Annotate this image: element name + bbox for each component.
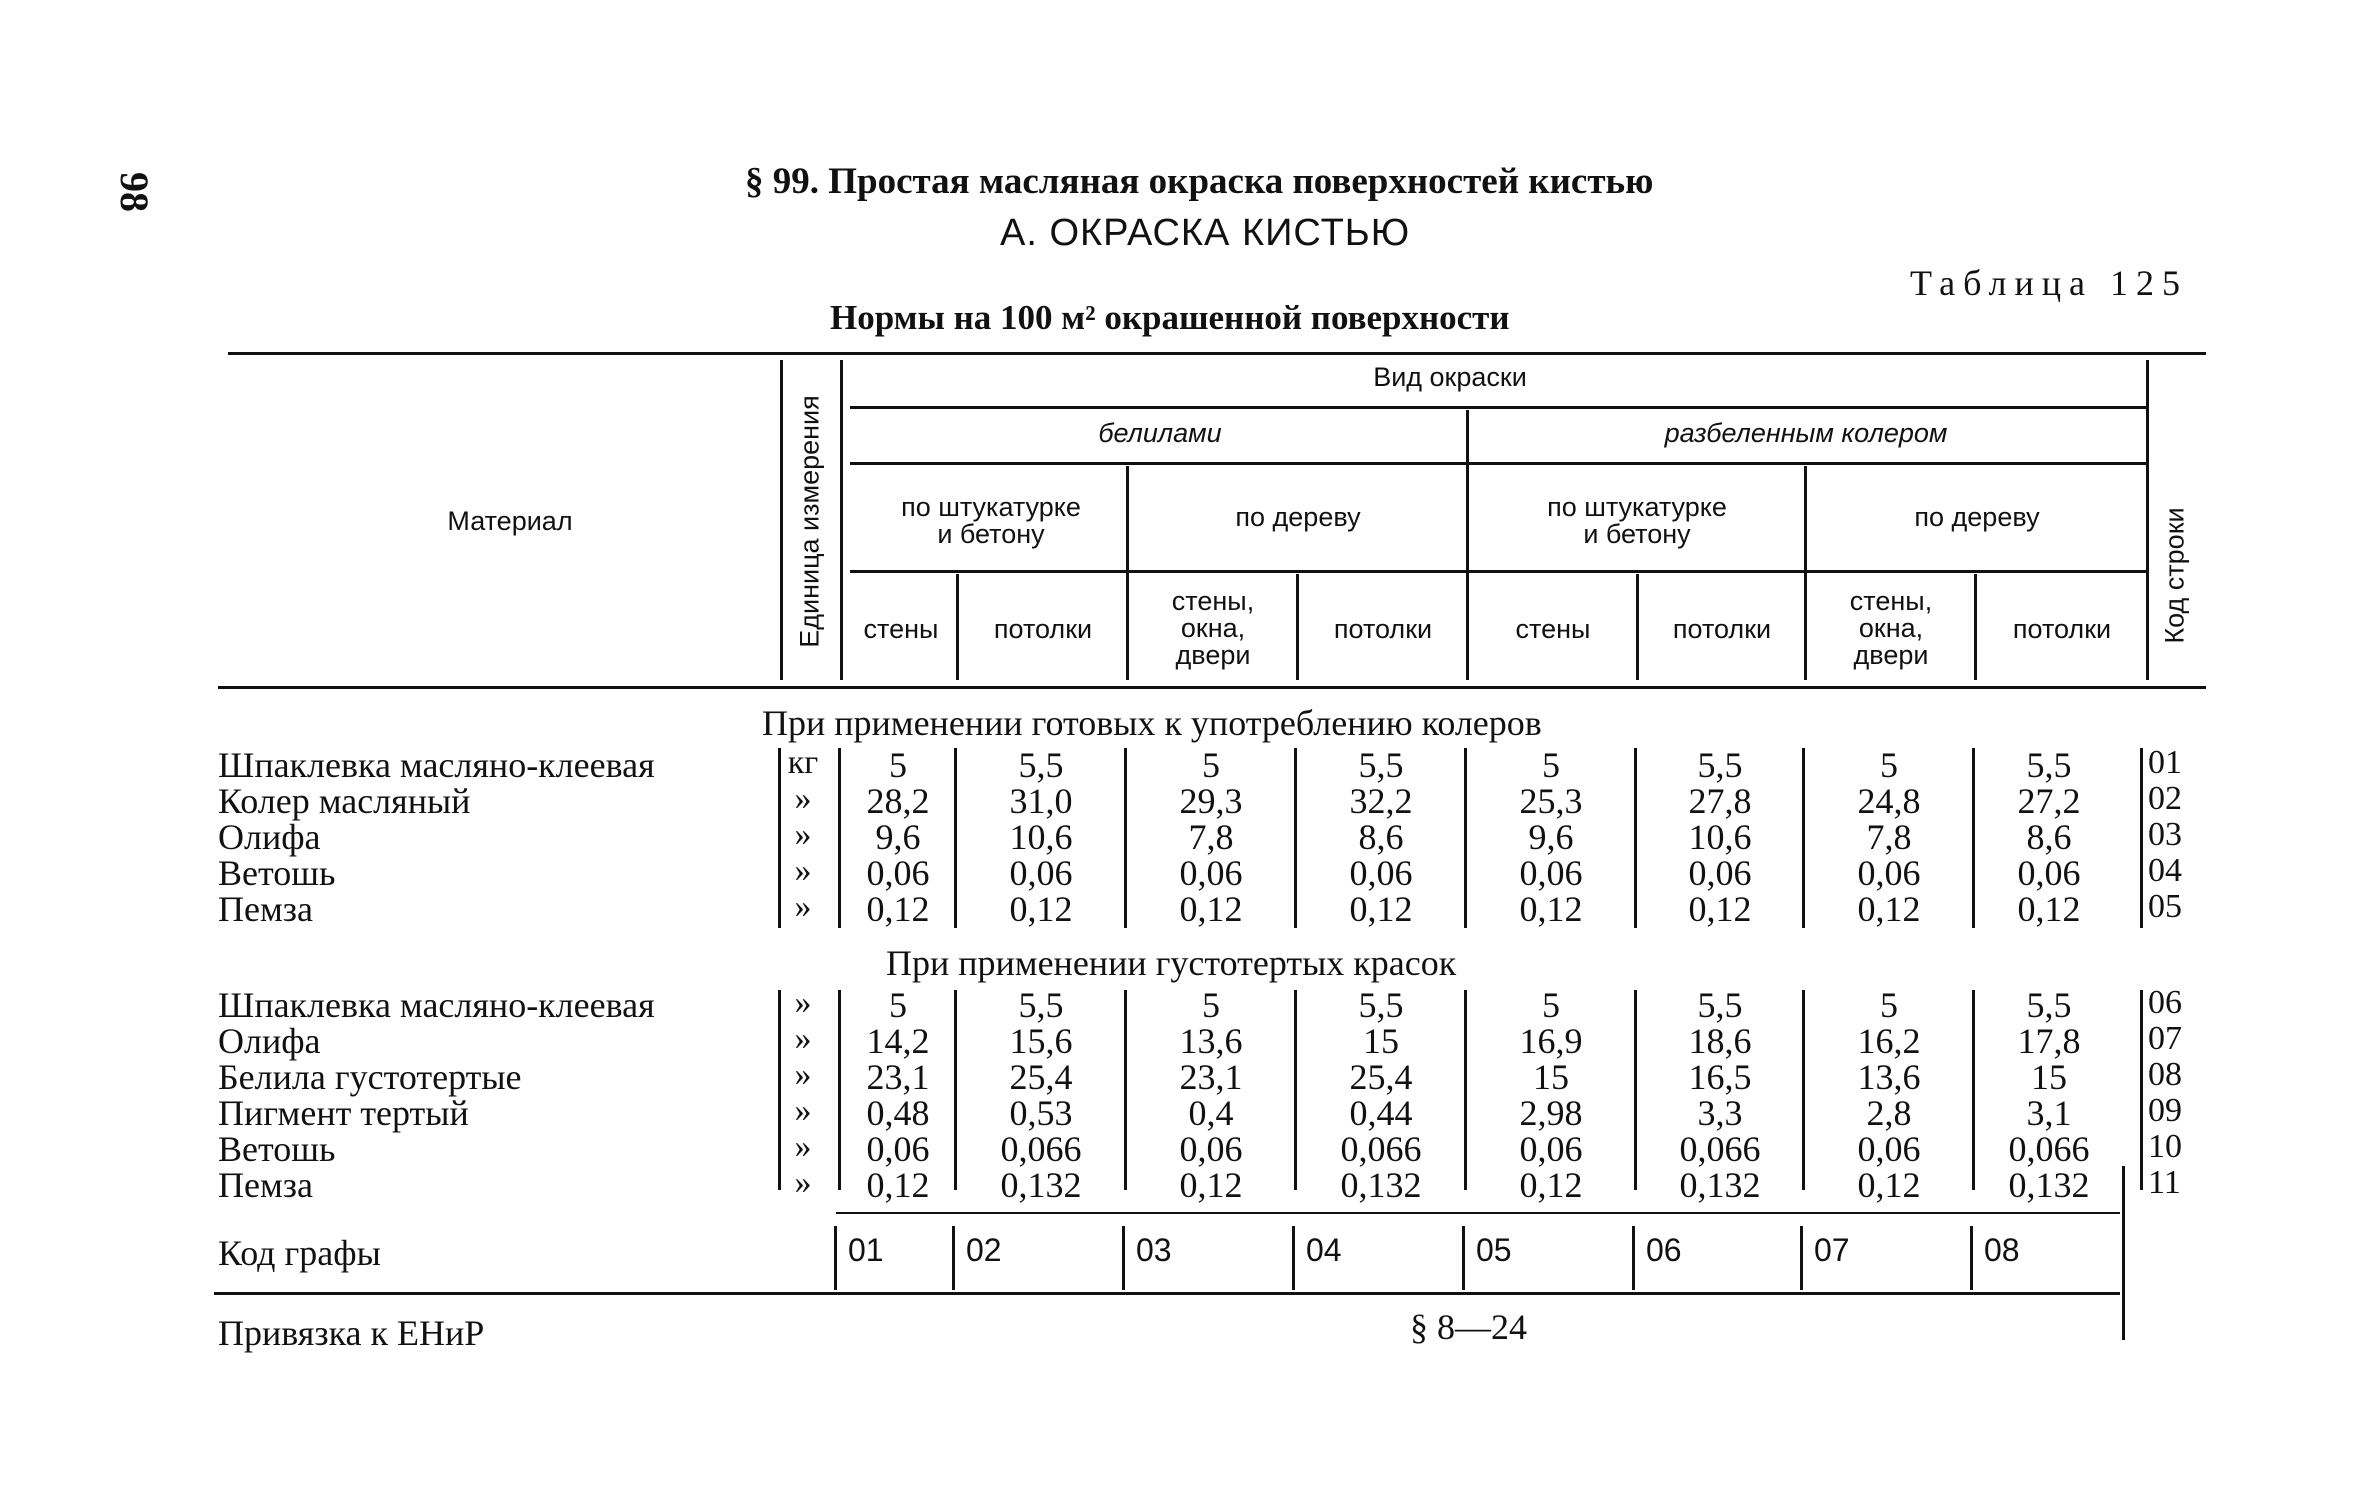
table-cell: 0,06 [866,1129,930,1169]
header-po-derevu-2: по дереву [1914,502,2040,532]
footer-vline-col [1292,1226,1295,1290]
table-cell: 23,1 [866,1057,930,1097]
row-code: 05 [2148,888,2182,925]
table-cell: 0,53 [1009,1093,1073,1133]
row-code: 11 [2148,1164,2181,1201]
footer-vline-col [1462,1226,1465,1290]
column-code: 03 [1136,1232,1172,1268]
header-vline-unit-right [840,360,843,680]
table-cell: 7,8 [1866,817,1912,857]
row-code: 08 [2148,1056,2182,1093]
table-cell: 0,066 [2008,1129,2090,1169]
column-code: 06 [1646,1232,1682,1268]
material-name: Пемза [218,889,313,929]
table-cell: 0,12 [866,889,930,929]
column-code: 07 [1814,1232,1850,1268]
table-cell: 5,5 [2026,985,2072,1025]
row-code: 09 [2148,1092,2182,1129]
body-vline-code-1 [2140,748,2143,928]
table-cell: 5,5 [1018,745,1064,785]
table-cell: 3,1 [2026,1093,2072,1133]
table-cell: 3,3 [1697,1093,1743,1133]
section1-title: При применении готовых к употреблению колеров [762,703,1542,743]
table-cell: 5 [889,745,907,785]
table-cell: 0,06 [1857,1129,1921,1169]
header-vline-code [2146,360,2149,680]
table-cell: 0,06 [1857,853,1921,893]
table-cell: 0,12 [2017,889,2081,929]
table-cell: 15,6 [1009,1021,1073,1061]
table-caption: Нормы на 100 м² окрашенной поверхности [830,298,1510,337]
unit-cell: » [794,1128,812,1165]
kod-grafy-label: Код графы [218,1233,381,1273]
table-cell: 24,8 [1857,781,1921,821]
table-cell: 0,12 [1179,1165,1243,1205]
enir-reference: § 8—24 [1410,1307,1527,1347]
table-cell: 8,6 [1358,817,1404,857]
table-cell: 16,2 [1857,1021,1921,1061]
page-number: 98 [112,172,157,212]
section-title: § 99. Простая масляная окраска поверхностей кистью [745,161,1654,202]
header-bottom-rule [218,686,2206,689]
table-cell: 0,06 [1519,853,1583,893]
footer-vline-col [1800,1226,1803,1290]
table-cell: 0,48 [866,1093,930,1133]
header-razbelennym: разбеленным колером [1664,418,1948,448]
material-name: Пемза [218,1165,313,1205]
header-potolki-2: потолки [1333,614,1433,644]
footer-vline-col [834,1226,837,1290]
subsection-title: А. ОКРАСКА КИСТЬЮ [1000,212,1411,254]
kod-grafy-rule-bottom [214,1292,2120,1295]
table-cell: 0,12 [1519,889,1583,929]
header-vline-c2 [956,574,959,680]
table-top-rule [228,352,2206,355]
table-cell: 9,6 [1528,817,1574,857]
material-name: Колер масляный [218,781,471,821]
table-cell: 0,06 [1349,853,1413,893]
table-cell: 0,06 [2017,853,2081,893]
table-cell: 0,12 [1857,1165,1921,1205]
header-po-shtukaturke-1: по штукатурке и бетону [901,492,1081,549]
table-cell: 16,9 [1519,1021,1583,1061]
table-cell: 32,2 [1349,781,1413,821]
material-name: Олифа [218,817,321,857]
section2-title: При применении густотертых красок [886,943,1457,983]
table-cell: 5 [1202,745,1220,785]
material-name: Ветошь [218,1129,336,1169]
table-cell: 0,12 [1349,889,1413,929]
table-cell: 0,132 [1340,1165,1422,1205]
unit-cell: » [794,984,812,1021]
column-code: 08 [1984,1232,2020,1268]
table-cell: 13,6 [1179,1021,1243,1061]
table-cell: 29,3 [1179,781,1243,821]
header-material: Материал [447,506,573,536]
table-cell: 18,6 [1688,1021,1752,1061]
header-vline-c7 [1804,466,1807,680]
footer-vline-col [952,1226,955,1290]
table-cell: 27,8 [1688,781,1752,821]
row-code: 10 [2148,1128,2182,1165]
table-cell: 31,0 [1009,781,1073,821]
table-cell: 27,2 [2017,781,2081,821]
table-cell: 16,5 [1688,1057,1752,1097]
table-cell: 5 [1880,745,1898,785]
table-cell: 25,4 [1349,1057,1413,1097]
table-cell: 7,8 [1188,817,1234,857]
header-potolki-4: потолки [2012,614,2112,644]
unit-cell: » [794,888,812,925]
table-cell: 10,6 [1688,817,1752,857]
table-cell: 5 [1880,985,1898,1025]
table-cell: 0,06 [1688,853,1752,893]
table-cell: 0,4 [1188,1093,1234,1133]
table-cell: 0,12 [866,1165,930,1205]
row-code: 01 [2148,744,2182,781]
header-vline-groups [1466,410,1469,680]
footer-vline-code [2122,1166,2125,1340]
header-unit: Единица измерения [794,395,825,648]
table-cell: 25,4 [1009,1057,1073,1097]
table-cell: 8,6 [2026,817,2072,857]
table-cell: 5 [1542,985,1560,1025]
privyazka-label: Привязка к ЕНиР [218,1313,485,1353]
column-code: 01 [848,1232,884,1268]
table-cell: 9,6 [875,817,921,857]
header-potolki-1: потолки [993,614,1093,644]
table-cell: 0,132 [2008,1165,2090,1205]
table-cell: 28,2 [866,781,930,821]
column-code: 04 [1306,1232,1342,1268]
table-cell: 0,06 [1519,1129,1583,1169]
row-code: 02 [2148,780,2182,817]
table-cell: 17,8 [2017,1021,2081,1061]
table-cell: 14,2 [866,1021,930,1061]
table-cell: 25,3 [1519,781,1583,821]
body-vline-code-2 [2140,990,2143,1190]
table-number: Таблица 125 [1910,263,2188,303]
header-po-derevu-1: по дереву [1235,502,1361,532]
header-steny-okna-1: стены, окна, двери [1171,586,1255,670]
table-cell: 15 [1363,1021,1399,1061]
material-name: Пигмент тертый [218,1093,469,1133]
table-cell: 0,066 [1679,1129,1761,1169]
footer-vline-col [1970,1226,1973,1290]
group-rule [850,462,2146,465]
header-vline-c3 [1126,466,1129,680]
header-vline-c8 [1974,574,1977,680]
header-vid-okraski: Вид окраски [1373,362,1527,392]
header-potolki-3: потолки [1672,614,1772,644]
footer-vline-col [1632,1226,1635,1290]
unit-cell: » [794,1020,812,1057]
header-belilami: белилами [1098,418,1222,448]
table-cell: 0,12 [1519,1165,1583,1205]
table-cell: 5,5 [1697,985,1743,1025]
table-cell: 0,06 [1009,853,1073,893]
header-steny-2: стены [1515,614,1591,644]
header-steny-1: стены [863,614,939,644]
row-code: 04 [2148,852,2182,889]
unit-cell: » [794,780,812,817]
header-kod-stroki: Код строки [2159,507,2190,644]
surface-rule [850,570,2146,573]
table-cell: 0,12 [1857,889,1921,929]
material-name: Шпаклевка масляно-клеевая [218,985,655,1025]
unit-cell: » [794,852,812,889]
table-cell: 2,8 [1866,1093,1912,1133]
header-po-shtukaturke-2: по штукатурке и бетону [1547,492,1727,549]
table-cell: 0,12 [1009,889,1073,929]
table-cell: 10,6 [1009,817,1073,857]
unit-cell: » [794,1056,812,1093]
row-code: 06 [2148,984,2182,1021]
table-cell: 13,6 [1857,1057,1921,1097]
material-name: Шпаклевка масляно-клеевая [218,745,655,785]
material-name: Белила густотертые [218,1057,522,1097]
table-cell: 0,132 [1679,1165,1761,1205]
table-cell: 5,5 [1358,985,1404,1025]
unit-cell: » [794,816,812,853]
table-cell: 0,132 [1000,1165,1082,1205]
header-steny-okna-2: стены, окна, двери [1849,586,1933,670]
unit-cell: » [794,1092,812,1129]
table-cell: 0,066 [1000,1129,1082,1169]
table-cell: 5,5 [1018,985,1064,1025]
header-vline-unit-left [780,360,783,680]
column-code: 05 [1476,1232,1512,1268]
footer-vline-col [1122,1226,1125,1290]
table-cell: 0,12 [1688,889,1752,929]
table-cell: 0,066 [1340,1129,1422,1169]
material-name: Олифа [218,1021,321,1061]
material-name: Ветошь [218,853,336,893]
table-cell: 5 [889,985,907,1025]
row-code: 03 [2148,816,2182,853]
table-cell: 15 [2031,1057,2067,1097]
table-cell: 5 [1202,985,1220,1025]
table-cell: 5,5 [1697,745,1743,785]
table-cell: 23,1 [1179,1057,1243,1097]
header-vline-c4 [1296,574,1299,680]
table-cell: 5 [1542,745,1560,785]
table-cell: 5,5 [1358,745,1404,785]
table-cell: 5,5 [2026,745,2072,785]
unit-cell: кг [787,744,819,781]
header-vline-c6 [1636,574,1639,680]
vid-rule [850,406,2146,409]
kod-grafy-rule-top [836,1212,2120,1214]
table-cell: 0,06 [1179,853,1243,893]
table-cell: 0,06 [1179,1129,1243,1169]
column-code: 02 [966,1232,1002,1268]
table-cell: 0,44 [1349,1093,1413,1133]
table-cell: 0,12 [1179,889,1243,929]
unit-cell: » [794,1164,812,1201]
table-cell: 2,98 [1519,1093,1583,1133]
table-cell: 15 [1533,1057,1569,1097]
row-code: 07 [2148,1020,2182,1057]
table-cell: 0,06 [866,853,930,893]
